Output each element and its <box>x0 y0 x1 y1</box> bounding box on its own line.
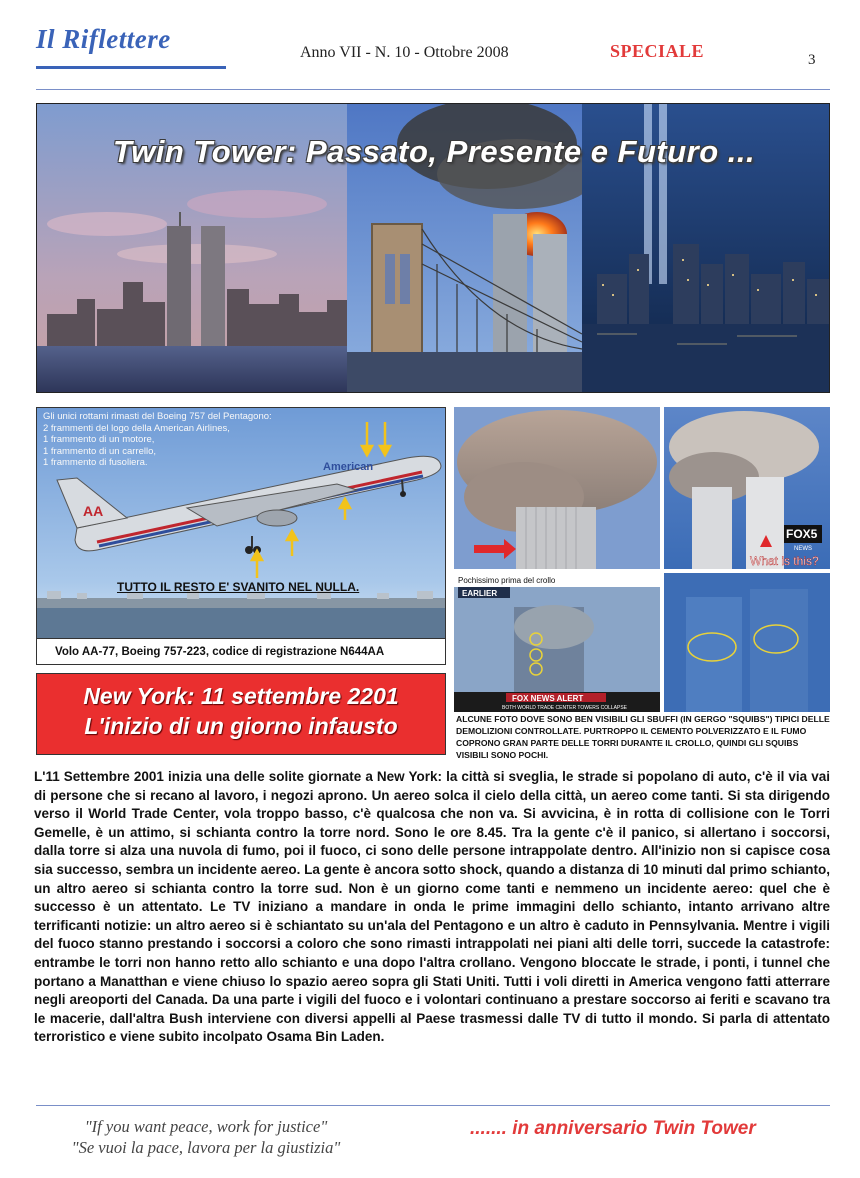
before-collapse-label: Pochissimo prima del crollo <box>458 576 556 585</box>
banner-title: Twin Tower: Passato, Presente e Futuro ... <box>112 134 756 169</box>
footer-quote <box>36 1116 376 1158</box>
fox-alert-sub: BOTH WORLD TRADE CENTER TOWERS COLLAPSE <box>502 705 628 711</box>
fox5-sub: NEWS <box>794 546 812 552</box>
logo-underline <box>36 66 226 69</box>
article-title-box <box>36 673 446 755</box>
banner-image <box>36 103 830 393</box>
quote-italian: "Se vuoi la pace, lavora per la giustizia" <box>71 1138 341 1157</box>
wreckage-note-line: 1 frammento di un motore, <box>43 434 155 445</box>
newsletter-logo: Il Riflettere <box>36 24 171 54</box>
squibs-photo-collage <box>454 407 830 712</box>
squibs-collage-graphic <box>454 407 830 712</box>
issue-info: Anno VII - N. 10 - Ottobre 2008 <box>300 44 509 61</box>
plane-livery-text: American <box>323 461 374 473</box>
quote-english: "If you want peace, work for justice" <box>84 1117 328 1136</box>
header-divider <box>36 89 830 90</box>
footer-divider <box>36 1105 830 1106</box>
svg-text:AA: AA <box>83 503 104 519</box>
wreckage-note-line: 2 frammenti del logo della American Airlines, <box>43 422 230 434</box>
earlier-label: EARLIER <box>462 589 498 598</box>
what-is-this-label: What is this? <box>750 554 819 568</box>
fox5-logo: FOX5 <box>786 527 818 541</box>
wreckage-note-line: 1 frammento di un carrello, <box>43 445 156 457</box>
wreckage-note <box>43 411 272 469</box>
vanished-overlay-text: TUTTO IL RESTO E' SVANITO NEL NULLA. <box>117 580 360 594</box>
collage-caption: ALCUNE FOTO DOVE SONO BEN VISIBILI GLI SBUFFI (IN GERGO "SQUIBS") TIPICI DELLE DEMOLIZIONI CONTROLLATE. PURTROPPO IL CEMENTO POLVERIZZATO E IL FUMO COPRONO GRAN PARTE DELLE TORRI DURANTE IL CROLLO, QUINDI GLI SQUIBS VISIBILI SONO POCHI. <box>456 714 830 760</box>
article-body: L'11 Settembre 2001 inizia una delle solite giornate a New York: la città si sveglia, le strade si popolano di auto, c'è il via vai di persone che si recano al lavoro, i negozi aprono. Un aereo solca il cielo della città, un aereo come tanti. Si sta dirigendo verso il World Trade Center, vola troppo basso, c'è qualcosa che non va. Si avvicina, è in rotta di collisione con le Torri Gemelle, è un attimo, si schianta contro la torre nord. Sono le ore 8.45. Tra la gente c'è il panico, si allertano i soccorsi, dalla torre si alza una nuvola di fumo, poi il fuoco, ci sono delle persone intrappolate dentro. All'inizio non si capisce cosa sia successo, sembra un incidente aereo. La gente è ancora sotto shock, quando a distanza di 10 minuti dal primo schianto, un altro aereo si schianta contro la torre sud. Non è un giorno come tanti e nemmeno un incidente aereo: quel che è successo è un attentato. Le TV iniziano a mandare in onda le prime immagini dello schianto, intanto arrivano altre terrificanti notizie: un altro aereo si è schiantato su un'ala del Pentagono e un altro è caduto in Pennsylvania. Mentre i vigili del fuoco stanno prestando i soccorsi a coloro che sono rimasti intrappolati nei piani alti delle torri, succede la catastrofe: entrambe le torri non hanno retto allo schianto e una dopo l'altra crollano. Vengono bloccate le strade, i ponti, i tunnel che portano a Manatthan e viene chiuso lo spazio aereo sopra gli Stati Uniti. Tutti i voli diretti in America vengono fatti atterrare negli areoporti del Canada. Da una parte i vigili del fuoco e i volontari continuano a prestare soccorso ai feriti e scavano tra le macerie, dall'altra Bush interviene con diversi appelli al Paese trasmessi dalle TV di tutto il mondo. Si parla di attentato terroristico e viene subito incolpato Osama Bin Laden. <box>34 769 830 1045</box>
wreckage-note-line: 1 frammento di fusoliera. <box>43 457 148 468</box>
article-title-line1: New York: 11 settembre 2201 <box>83 683 399 709</box>
fox-alert-label: FOX NEWS ALERT <box>512 694 584 703</box>
section-label: SPECIALE <box>610 41 705 61</box>
airplane-caption: Volo AA-77, Boeing 757-223, codice di registrazione N644AA <box>37 638 445 664</box>
page-number: 3 <box>808 52 816 68</box>
airplane-figure <box>36 407 446 665</box>
wreckage-note-line: Gli unici rottami rimasti del Boeing 757 del Pentagono: <box>43 411 272 422</box>
anniversary-tagline: ....... in anniversario Twin Tower <box>470 1118 756 1139</box>
article-title-line2: L'inizio di un giorno infausto <box>84 713 398 739</box>
